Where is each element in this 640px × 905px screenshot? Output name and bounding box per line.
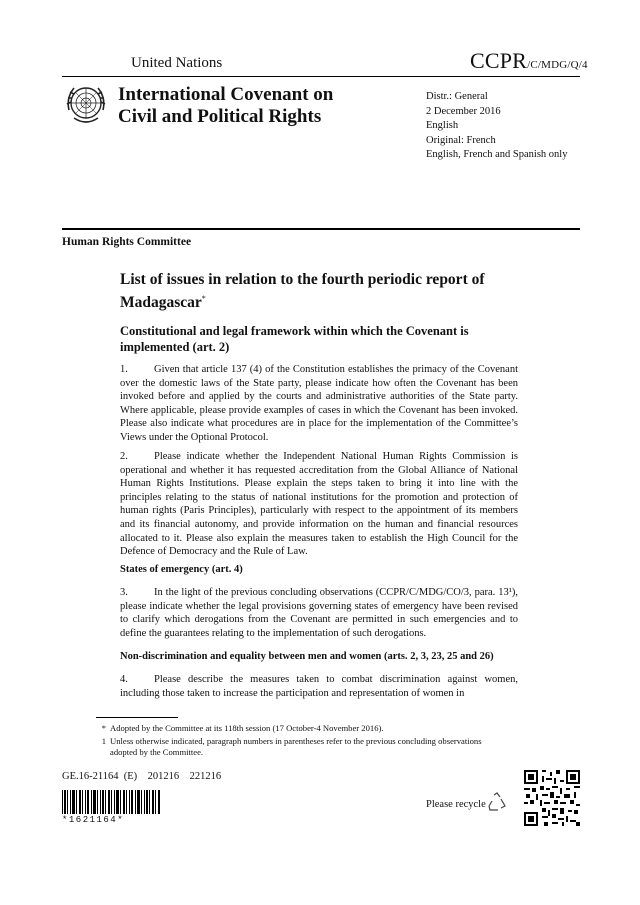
- footnote-1: [101, 723, 510, 734]
- paragraph-4: [120, 673, 518, 700]
- paragraph-3: [120, 586, 518, 640]
- original-language: Original: French: [426, 134, 496, 146]
- subheading-non-discrimination: Non-discrimination and equality between men and women (arts. 2, 3, 23, 25 and 26): [120, 651, 494, 662]
- committee-name: Human Rights Committee: [62, 236, 192, 248]
- footnote-text: Adopted by the Committee at its 118th session (17 October-4 November 2016).: [110, 723, 384, 733]
- language: English: [426, 120, 459, 131]
- document-title-footnote-mark: *: [201, 294, 206, 303]
- subheading-states-of-emergency: States of emergency (art. 4): [120, 564, 243, 575]
- symbol-main: CCPR: [470, 48, 528, 73]
- header-rule: [62, 76, 580, 77]
- footnote-mark: *: [101, 723, 106, 733]
- symbol-suffix: /C/MDG/Q/4: [527, 59, 588, 71]
- un-emblem-icon: [62, 80, 110, 128]
- recycle-label: Please recycle: [426, 799, 486, 810]
- title-line-2: Civil and Political Rights: [118, 106, 322, 127]
- committee-rule: [62, 228, 580, 230]
- qr-code: [524, 770, 580, 826]
- footnote-mark: 1: [101, 736, 106, 746]
- barcode-number: *1621164*: [62, 815, 125, 825]
- paragraph-number: 3.: [120, 587, 128, 598]
- section-heading-1: Constitutional and legal framework within which the Covenant is implemented (art. 2): [120, 324, 469, 354]
- document-title-text: List of issues in relation to the fourth periodic report of Madagascar: [120, 271, 485, 312]
- paragraph-number: 1.: [120, 364, 128, 375]
- title-line-1: International Covenant on: [118, 84, 334, 105]
- covenant-title: [118, 84, 398, 128]
- distr-label: Distr.: General: [426, 91, 488, 102]
- organization-name: United Nations: [131, 55, 223, 71]
- paragraph-number: 4.: [120, 674, 128, 685]
- footnote-2: [101, 736, 510, 758]
- paragraph-1: [120, 363, 518, 445]
- paragraph-text: Please describe the measures taken to combat discrimination against women, including those taken to increase the participation and representation of women in: [120, 674, 518, 699]
- available-languages: English, French and Spanish only: [426, 149, 568, 160]
- paragraph-2: [120, 450, 518, 559]
- footnote-text: Unless otherwise indicated, paragraph numbers in parentheses refer to the previous concluding observations adopted by the Committee.: [110, 736, 482, 757]
- job-number: GE.16-21164 (E) 201216 221216: [62, 771, 222, 782]
- paragraph-text: In the light of the previous concluding observations (CCPR/C/MDG/CO/3, para. 13¹), please indicate whether the legal provisions governing states of emergency have been revised to clarify which derogations from the Covenant are permitted in such emergencies and to define the guarantees relating to the implementation of such derogations.: [120, 587, 518, 639]
- document-symbol: [470, 48, 588, 74]
- footnote-rule: [96, 717, 178, 718]
- paragraph-text: Please indicate whether the Independent National Human Rights Commission is operational and whether it has requested accreditation from the Global Alliance of National Human Rights Institutions. Please explain the steps taken to bring it into line with the principles relating to the status of national institutions for the promotion and protection of human rights (Paris Principles), particularly with respect to the appointment of its members and its financial autonomy, and provide information on the human and financial resources allocated to it. Please also explain the measures taken to establish the High Council for the Defence of Democracy and the Rule of Law.: [120, 451, 518, 558]
- document-title: [120, 270, 520, 312]
- paragraph-number: 2.: [120, 451, 128, 462]
- recycle-icon: [486, 791, 508, 813]
- barcode: [62, 790, 160, 814]
- paragraph-text: Given that article 137 (4) of the Constitution establishes the primacy of the Covenant over the domestic laws of the State party, please indicate how often the Covenant has been invoked before and applied by the courts and administrative authorities of the State party. Where applicable, please provide examples of cases in which the Covenant has been invoked. Please also indicate what procedures are in place for the implementation of the Committee’s Views under the Optional Protocol.: [120, 364, 518, 443]
- distribution-block: [426, 90, 567, 163]
- issue-date: 2 December 2016: [426, 105, 501, 117]
